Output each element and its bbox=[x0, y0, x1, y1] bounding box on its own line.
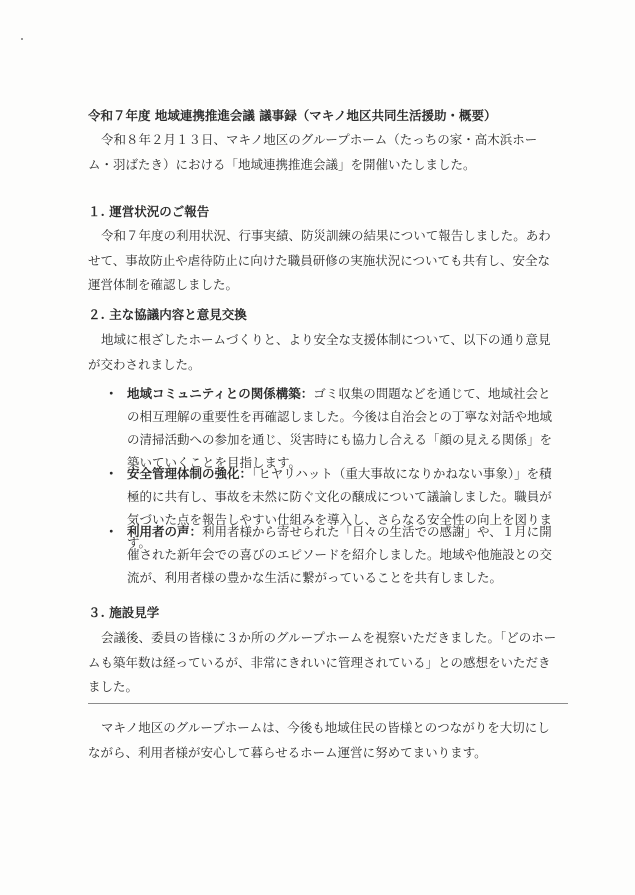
closing-paragraph: マキノ地区のグループホームは、今後も地域住民の皆様とのつながりを大切にしながら、利用者様が安心して暮らせるホーム運営に努めてまいります。 bbox=[88, 720, 550, 760]
bullet-term: 安全管理体制の強化： bbox=[127, 466, 253, 481]
bullet-user-voice bbox=[105, 520, 558, 589]
bullet-dot: ・ bbox=[105, 524, 118, 539]
section-3-heading: ３. 施設見学 bbox=[88, 605, 160, 620]
bullet-community bbox=[105, 382, 558, 474]
section-2-body: 地域に根ざしたホームづくりと、より安全な支援体制について、以下の通り意見が交わされました。 bbox=[88, 332, 551, 372]
section-3-body: 会議後、委員の皆様に３か所のグループホームを視察いただきました。「どのホームも築年数は経っているが、非常にきれいに管理されている」との感想をいただきました。 bbox=[88, 630, 557, 694]
bullet-dot: ・ bbox=[105, 466, 118, 481]
section-1-body: 令和７年度の利用状況、行事実績、防災訓練の結果について報告しました。あわせて、事故防止や虐待防止に向けた職員研修の実施状況についても共有し、安全な運営体制を確認しました。 bbox=[88, 228, 551, 292]
bullet-text: 利用者様から寄せられた「日々の生活での感謝」や、１月に開催された新年会での喜びのエピソードを紹介しました。地域や他施設との交流が、利用者様の豊かな生活に繋がっていることを共有しました。 bbox=[127, 524, 553, 585]
divider-line bbox=[88, 703, 568, 704]
bullet-text: ゴミ収集の問題などを通じて、地域社会との相互理解の重要性を再確認しました。今後は自治会との丁寧な対話や地域の清掃活動への参加を通じ、災害時にも協力し合える「顔の見える関係」を築いていくことを目指します。 bbox=[127, 386, 553, 470]
section-1-heading: １. 運営状況のご報告 bbox=[88, 204, 210, 219]
bullet-term: 利用者の声： bbox=[127, 524, 203, 539]
section-2-heading: ２. 主な協議内容と意見交換 bbox=[88, 307, 247, 322]
scan-speck bbox=[21, 38, 23, 40]
intro-paragraph: 令和８年２月１３日、マキノ地区のグループホーム（たっちの家・高木浜ホーム・羽ばたき）における「地域連携推進会議」を開催いたしました。 bbox=[88, 132, 538, 172]
bullet-text: 「ヒヤリハット（重大事故になりかねない事象）」を積極的に共有し、事故を未然に防ぐ文化の醸成について議論しました。職員が気づいた点を報告しやすい仕組みを導入し、さらなる安全性の向上を図ります。 bbox=[127, 466, 553, 550]
bullet-term: 地域コミュニティとの関係構築： bbox=[127, 386, 314, 401]
bullet-dot: ・ bbox=[105, 386, 118, 401]
document-title: 令和７年度 地域連携推進会議 議事録（マキノ地区共同生活援助・概要） bbox=[88, 108, 497, 123]
